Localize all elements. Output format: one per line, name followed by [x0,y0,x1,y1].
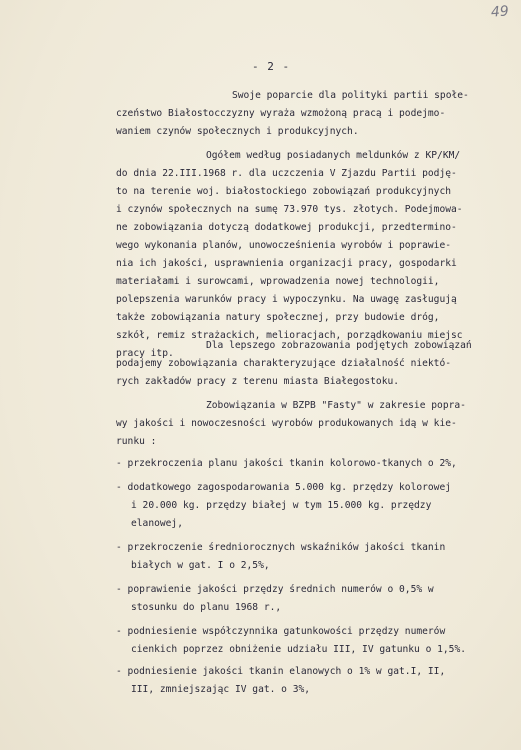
text-line: stosunku do planu 1968 r., [131,602,282,613]
page-number: - 2 - [252,60,291,73]
text-line: rych zakładów pracy z terenu miasta Białegostoku. [116,376,400,387]
text-line: Swoje poparcie dla polityki partii społe- [232,90,469,101]
list-item: - przekroczenia planu jakości tkanin kolorowo-tkanych o 2%, [116,458,457,469]
text-line: cienkich poprzez obniżenie udziału III, IV gatunku o 1,5%. [131,644,467,655]
text-line: pracy itp. [116,348,174,359]
list-item: - poprawienie jakości przędzy średnich numerów o 0,5% w [116,584,434,595]
text-line: i czynów społecznych na sumę 73.970 tys. złotych. Podejmowa- [116,204,463,215]
text-line: ne zobowiązania dotyczą dodatkowej produkcji, przedtermino- [116,222,457,233]
text-line: elanowej, [131,518,183,529]
text-line: Dla lepszego zobrazowania podjętych zobowiązań [206,340,472,351]
list-item: - podniesienie jakości tkanin elanowych o 1% w gat.I, II, [116,666,446,677]
text-line: wy jakości i nowoczesności wyrobów produkowanych idą w kie- [116,418,457,429]
folio-number: 49 [490,3,510,21]
text-line: polepszenia warunków pracy i wypoczynku. Na uwagę zasługują [116,294,457,305]
text-line: szkół, remiz strażackich, melioracjach, porządkowaniu miejsc [116,330,463,341]
text-line: czeństwo Białostocczyzny wyraża wzmożoną pracą i podejmo- [116,108,446,119]
text-line: waniem czynów społecznych i produkcyjnych. [116,126,359,137]
text-line: i 20.000 kg. przędzy białej w tym 15.000 kg. przędzy [131,500,432,511]
list-item: - dodatkowego zagospodarowania 5.000 kg. przędzy kolorowej [116,482,452,493]
text-line: III, zmniejszając IV gat. o 3%, [131,684,311,695]
text-line: runku : [116,436,157,447]
text-line: do dnia 22.III.1968 r. dla uczczenia V Zjazdu Partii podję- [116,168,457,179]
text-line: podajemy zobowiązania charakteryzujące działalność niektó- [116,358,452,369]
text-line: nia ich jakości, usprawnienia organizacji pracy, gospodarki [116,258,457,269]
text-line: także zobowiązania natury społecznej, przy budowie dróg, [116,312,440,323]
text-line: wego wykonania planów, unowocześnienia wyrobów i poprawie- [116,240,452,251]
list-item: - podniesienie współczynnika gatunkowości przędzy numerów [116,626,446,637]
list-item: - przekroczenie średniorocznych wskaźników jakości tkanin [116,542,446,553]
text-line: Ogółem według posiadanych meldunków z KP/KM/ [206,150,461,161]
text-line: to na terenie woj. białostockiego zobowiązań produkcyjnych [116,186,452,197]
text-line: Zobowiązania w BZPB "Fasty" w zakresie popra- [206,400,466,411]
text-line: białych w gat. I o 2,5%, [131,560,270,571]
text-line: materiałami i surowcami, wprowadzenia nowej technologii, [116,276,440,287]
